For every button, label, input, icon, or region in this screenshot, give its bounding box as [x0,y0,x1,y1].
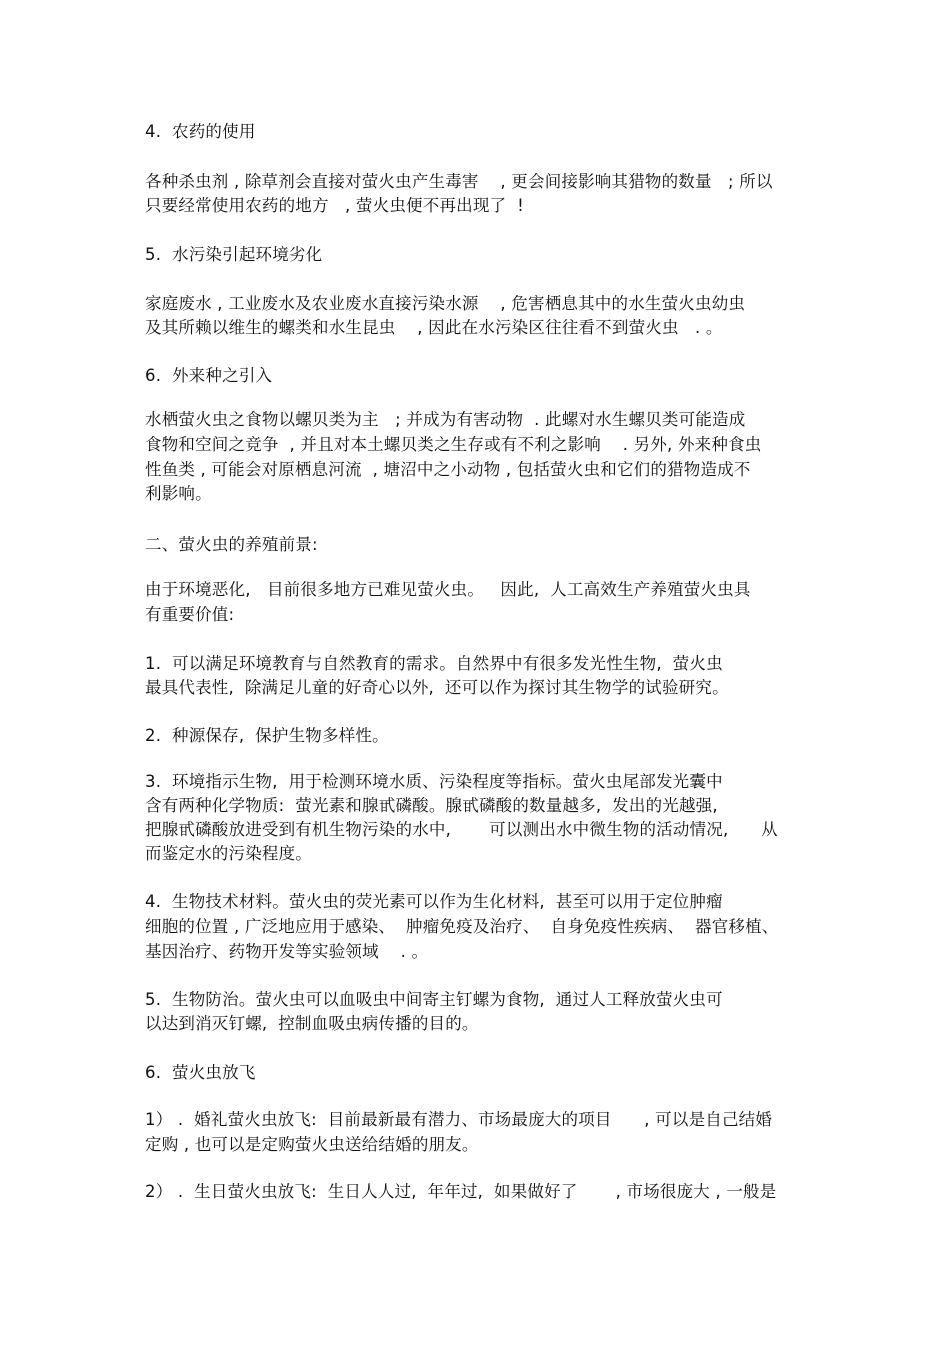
paragraph-line: 只要经常使用农药的地方 , 萤火虫便不再出现了 ! [145,196,524,215]
paragraph-line: 有重要价值: [145,605,235,624]
paragraph-line: 4. 生物技术材料。萤火虫的荧光素可以作为生化材料, 甚至可以用于定位肿瘤 [145,892,723,911]
paragraph-line: 由于环境恶化, 目前很多地方已难见萤火虫。 因此, 人工高效生产养殖萤火虫具 [145,580,751,599]
paragraph-line: 2） . 生日萤火虫放飞: 生日人人过, 年年过, 如果做好了 , 市场很庞大 , 一般是 [145,1182,777,1201]
section-heading-breeding-prospects: 二、萤火虫的养殖前景: [145,535,318,554]
paragraph-line: 而鉴定水的污染程度。 [145,844,312,863]
paragraph-line: 以达到消灭钉螺, 控制血吸虫病传播的目的。 [145,1014,479,1033]
paragraph-line: 水栖萤火虫之食物以螺贝类为主 ; 并成为有害动物 . 此螺对水生螺贝类可能造成 [145,410,746,429]
paragraph-line: 最具代表性, 除满足儿童的好奇心以外, 还可以作为探讨其生物学的试验研究。 [145,678,729,697]
paragraph-line: 2. 种源保存, 保护生物多样性。 [145,726,389,745]
paragraph-line: 及其所赖以维生的螺类和水生昆虫 , 因此在水污染区往往看不到萤火虫 . 。 [145,318,723,337]
paragraph-line: 5. 生物防治。萤火虫可以血吸虫中间寄主钉螺为食物, 通过人工释放萤火虫可 [145,990,723,1009]
paragraph-line: 基因治疗、药物开发等实验领域 . 。 [145,942,429,961]
paragraph-line: 家庭废水 , 工业废水及农业废水直接污染水源 , 危害栖息其中的水生萤火虫幼虫 [145,294,746,313]
heading-firefly-release: 6. 萤火虫放飞 [145,1063,256,1082]
paragraph-line: 含有两种化学物质: 萤光素和腺甙磷酸。腺甙磷酸的数量越多, 发出的光越强, [145,796,718,815]
paragraph-line: 食物和空间之竞争 , 并且对本土螺贝类之生存或有不利之影响 . 另外, 外来种食虫 [145,435,762,454]
paragraph-line: 1） . 婚礼萤火虫放飞: 目前最新最有潜力、市场最庞大的项目 , 可以是自己结婚 [145,1110,773,1129]
paragraph-line: 各种杀虫剂 , 除草剂会直接对萤火虫产生毒害 , 更会间接影响其猎物的数量 ; 所以 [145,172,773,191]
paragraph-line: 3. 环境指示生物, 用于检测环境水质、污染程度等指标。萤火虫尾部发光囊中 [145,772,723,791]
paragraph-line: 性鱼类 , 可能会对原栖息河流 , 塘沼中之小动物 , 包括萤火虫和它们的猎物造成不 [145,460,751,479]
paragraph-line: 细胞的位置 , 广泛地应用于感染、 肿瘤免疫及治疗、 自身免疫性疾病、 器官移植、 [145,917,779,936]
heading-invasive-species: 6. 外来种之引入 [145,366,273,385]
paragraph-line: 定购 , 也可以是定购萤火虫送给结婚的朋友。 [145,1135,479,1154]
paragraph-line: 利影响。 [145,484,212,503]
paragraph-line: 把腺甙磷酸放进受到有机生物污染的水中, 可以测出水中微生物的活动情况, 从 [145,820,778,839]
paragraph-line: 1. 可以满足环境教育与自然教育的需求。自然界中有很多发光性生物, 萤火虫 [145,654,723,673]
heading-pesticide-use: 4. 农药的使用 [145,122,256,141]
heading-water-pollution: 5. 水污染引起环境劣化 [145,245,323,264]
